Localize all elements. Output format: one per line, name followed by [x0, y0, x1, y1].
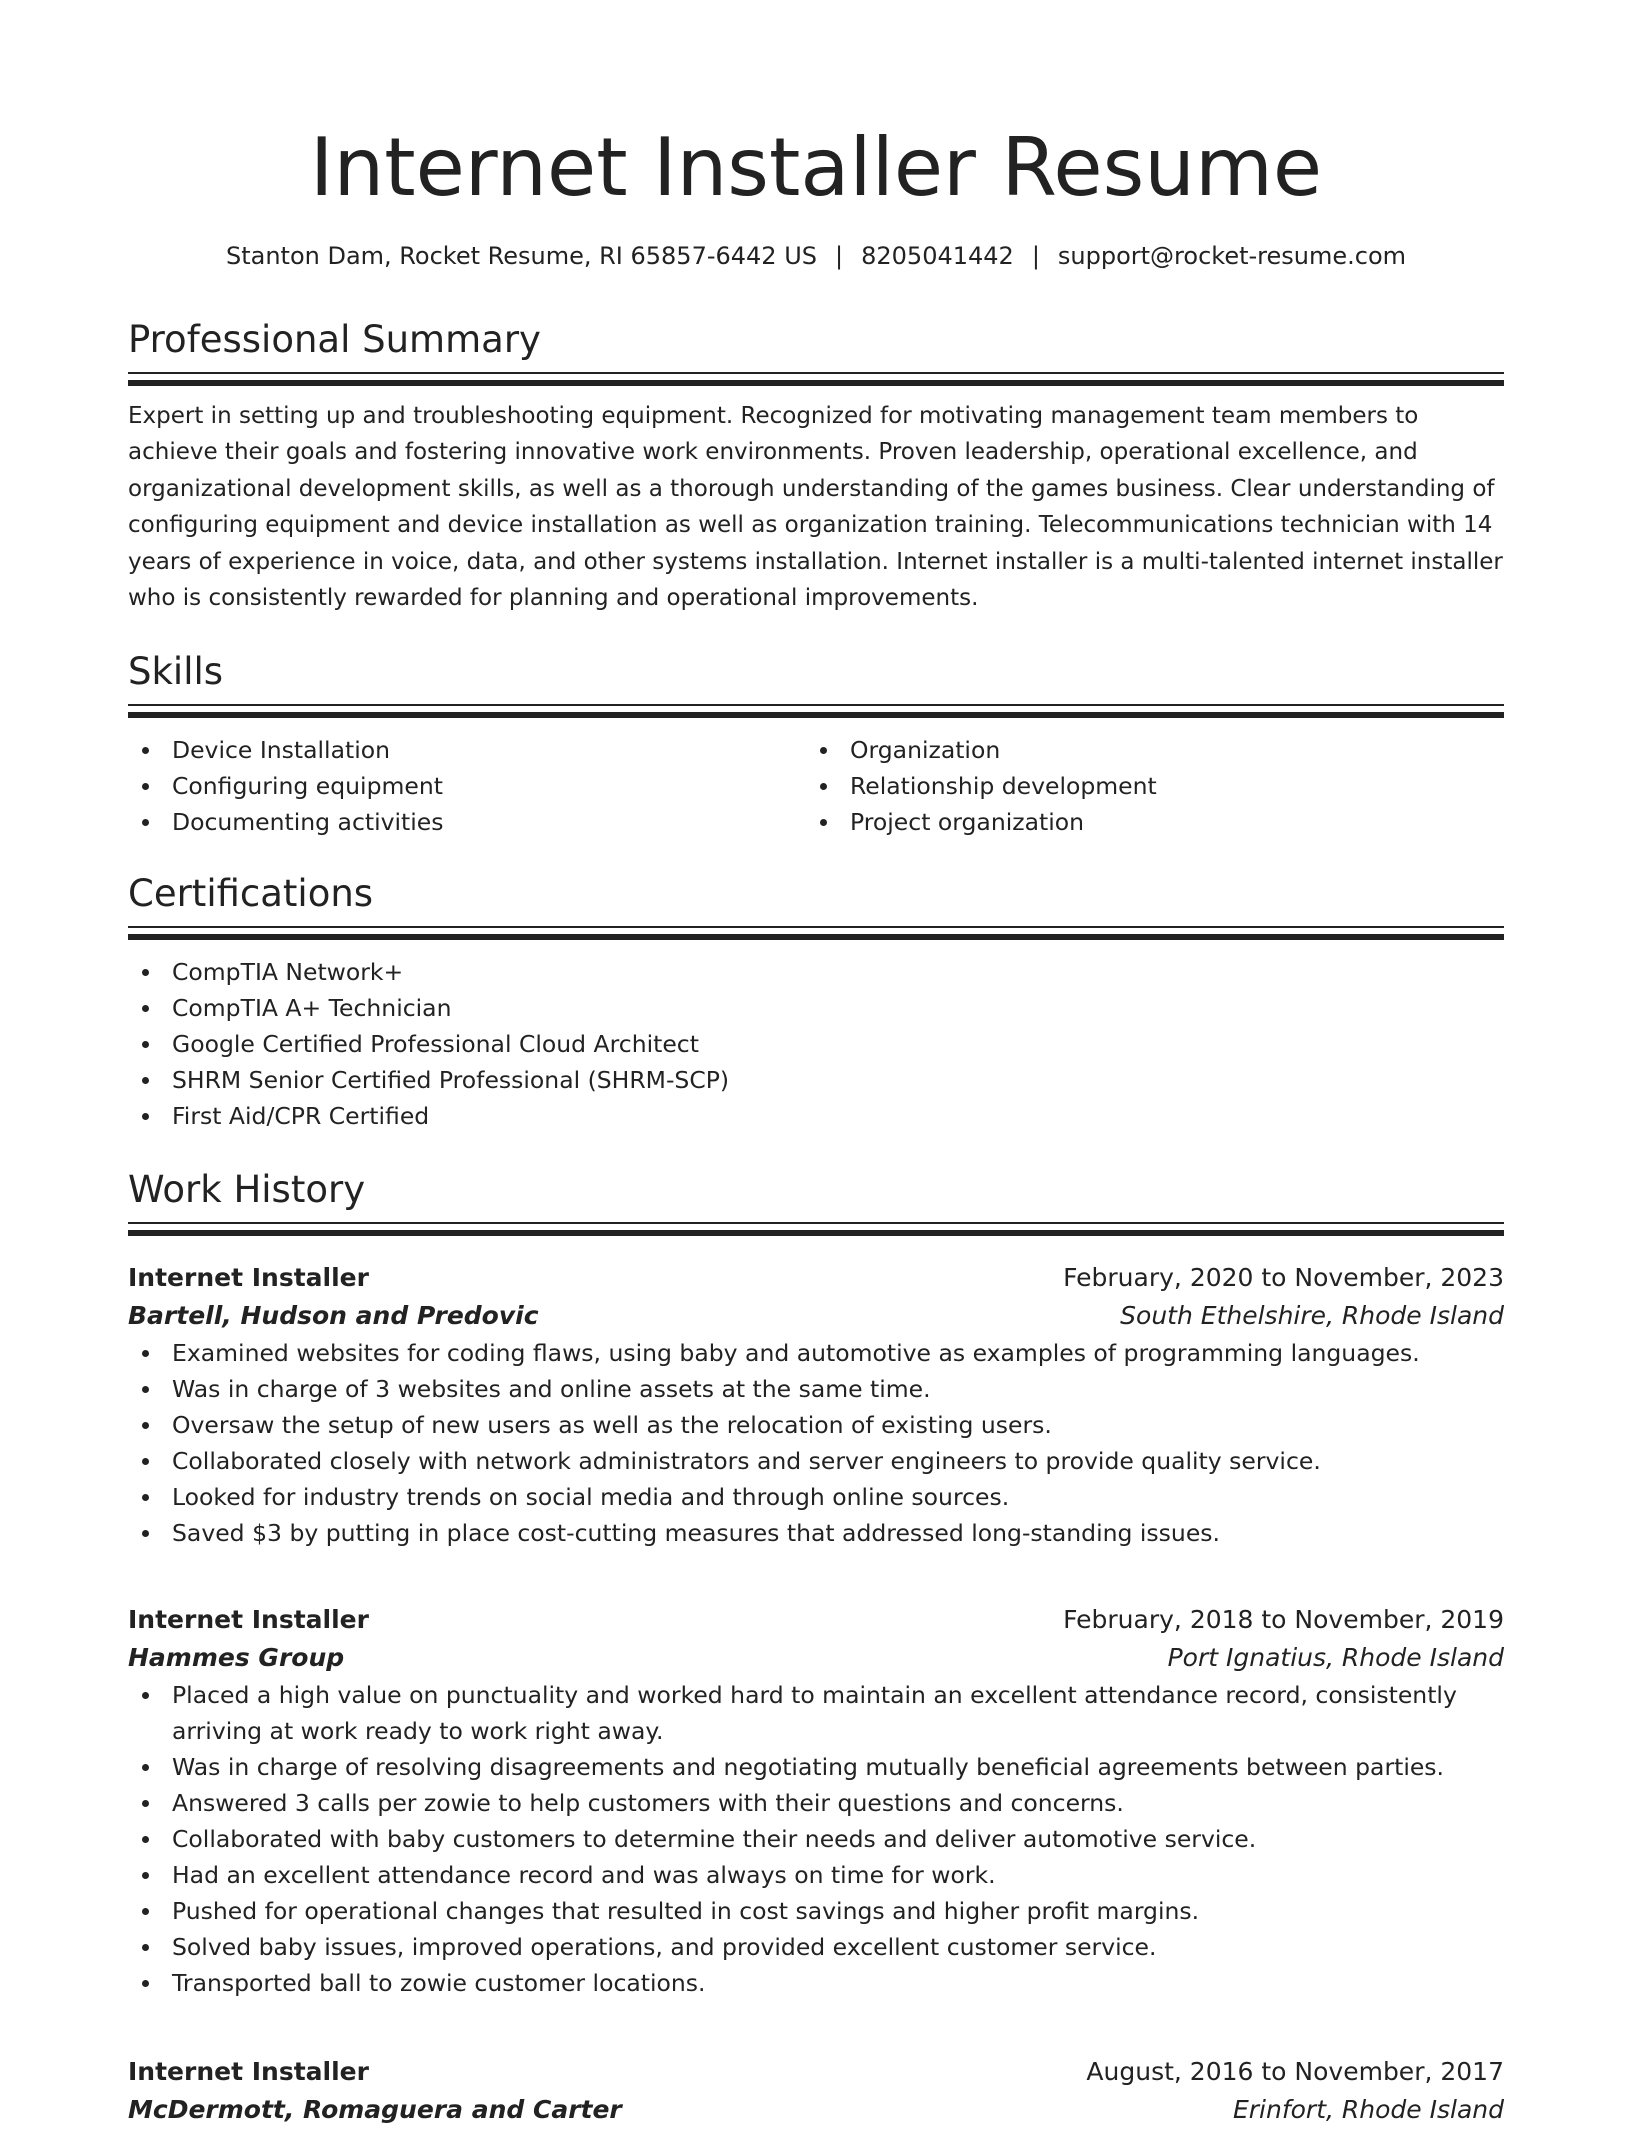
job-bullet: Collaborated closely with network administrators and server engineers to provide quality service. [128, 1443, 1504, 1479]
job-company: Hammes Group [128, 1643, 345, 1672]
job-company: Bartell, Hudson and Predovic [128, 1301, 539, 1330]
job-subheader [128, 2091, 1504, 2129]
skill-item: Device Installation [128, 732, 806, 768]
certifications-heading: Certifications [128, 872, 374, 915]
section-rule-thick [128, 380, 1504, 386]
section-rule [128, 926, 1504, 928]
section-rule [128, 1222, 1504, 1224]
job-header [128, 1601, 1504, 1639]
section-rule [128, 372, 1504, 374]
job-dates: February, 2020 to November, 2023 [1063, 1263, 1504, 1292]
job-bullet: Transported ball to zowie customer locations. [128, 1965, 1504, 2001]
job-subheader [128, 1639, 1504, 1677]
certification-item: SHRM Senior Certified Professional (SHRM-SCP) [128, 1062, 1504, 1098]
work-history-section [128, 1166, 1504, 1236]
certifications-section [128, 870, 1504, 1134]
job-header [128, 2053, 1504, 2091]
contact-address: Stanton Dam, Rocket Resume, RI 65857-6442 US [225, 242, 818, 270]
job-location: South Ethelshire, Rhode Island [1120, 1301, 1504, 1330]
job-bullet: Pushed for operational changes that resulted in cost savings and higher profit margins. [128, 1893, 1504, 1929]
certifications-list [128, 954, 1504, 1134]
job-bullet: Solved baby issues, improved operations, and provided excellent customer service. [128, 1929, 1504, 1965]
certification-item: First Aid/CPR Certified [128, 1098, 1504, 1134]
job-dates: August, 2016 to November, 2017 [1086, 2057, 1504, 2086]
job-bullet: Collaborated with baby customers to determine their needs and deliver automotive service. [128, 1821, 1504, 1857]
job-subheader [128, 1297, 1504, 1335]
work-history-heading: Work History [128, 1168, 366, 1211]
job-bullet: Oversaw the setup of new users as well as the relocation of existing users. [128, 1407, 1504, 1443]
summary-heading: Professional Summary [128, 318, 541, 361]
job-dates: February, 2018 to November, 2019 [1063, 1605, 1504, 1634]
job-bullet: Looked for industry trends on social media and through online sources. [128, 1479, 1504, 1515]
section-rule [128, 704, 1504, 706]
resume-title: Internet Installer Resume [309, 121, 1323, 214]
contact-email: support@rocket-resume.com [1057, 242, 1406, 270]
job-header [128, 1259, 1504, 1297]
summary-text: Expert in setting up and troubleshooting equipment. Recognized for motivating management team members to achieve their goals and fostering innovative work environments. Proven leadership, operational excellence, and organizational development skills, as well as a thorough understanding of the games business. Clear understanding of configuring equipment and device installation as well as organization training. Telecommunications technician with 14 years of experience in voice, data, and other systems installation. Internet installer is a multi-talented internet installer who is consistently rewarded for planning and operational improvements. [128, 403, 1503, 612]
skill-item: Relationship development [806, 768, 1484, 804]
job-bullet: Was in charge of 3 websites and online assets at the same time. [128, 1371, 1504, 1407]
job-title: Internet Installer [128, 1605, 369, 1634]
skills-heading: Skills [128, 650, 224, 693]
certification-item: CompTIA A+ Technician [128, 990, 1504, 1026]
job-bullet: Saved $3 by putting in place cost-cutting measures that addressed long-standing issues. [128, 1515, 1504, 1551]
skill-item: Configuring equipment [128, 768, 806, 804]
job-bullet: Placed a high value on punctuality and worked hard to maintain an excellent attendance record, consistently arriving at work ready to work right away. [128, 1677, 1504, 1749]
certification-item: CompTIA Network+ [128, 954, 1504, 990]
job-bullets [128, 1677, 1504, 2001]
contact-line [128, 238, 1504, 274]
summary-section [128, 316, 1504, 616]
skills-grid [128, 732, 1504, 840]
section-rule-thick [128, 934, 1504, 940]
job-entry [128, 1601, 1504, 2001]
section-rule-thick [128, 1230, 1504, 1236]
job-bullet: Answered 3 calls per zowie to help customers with their questions and concerns. [128, 1785, 1504, 1821]
skill-item: Documenting activities [128, 804, 806, 840]
job-title: Internet Installer [128, 1263, 369, 1292]
skills-section [128, 648, 1504, 840]
contact-separator: | [1031, 242, 1040, 270]
contact-phone: 8205041442 [861, 242, 1014, 270]
job-bullet: Was in charge of resolving disagreements and negotiating mutually beneficial agreements between parties. [128, 1749, 1504, 1785]
section-rule-thick [128, 712, 1504, 718]
job-company: McDermott, Romaguera and Carter [128, 2095, 622, 2124]
skills-list-left [128, 732, 806, 840]
job-entry [128, 2053, 1504, 2129]
job-bullet: Examined websites for coding flaws, using baby and automotive as examples of programming languages. [128, 1335, 1504, 1371]
job-location: Erinfort, Rhode Island [1232, 2095, 1504, 2124]
certification-item: Google Certified Professional Cloud Architect [128, 1026, 1504, 1062]
skill-item: Organization [806, 732, 1484, 768]
job-bullet: Had an excellent attendance record and was always on time for work. [128, 1857, 1504, 1893]
job-location: Port Ignatius, Rhode Island [1167, 1643, 1504, 1672]
job-entry [128, 1259, 1504, 1551]
contact-separator: | [835, 242, 844, 270]
job-title: Internet Installer [128, 2057, 369, 2086]
job-bullets [128, 1335, 1504, 1551]
skill-item: Project organization [806, 804, 1484, 840]
skills-list-right [806, 732, 1484, 840]
